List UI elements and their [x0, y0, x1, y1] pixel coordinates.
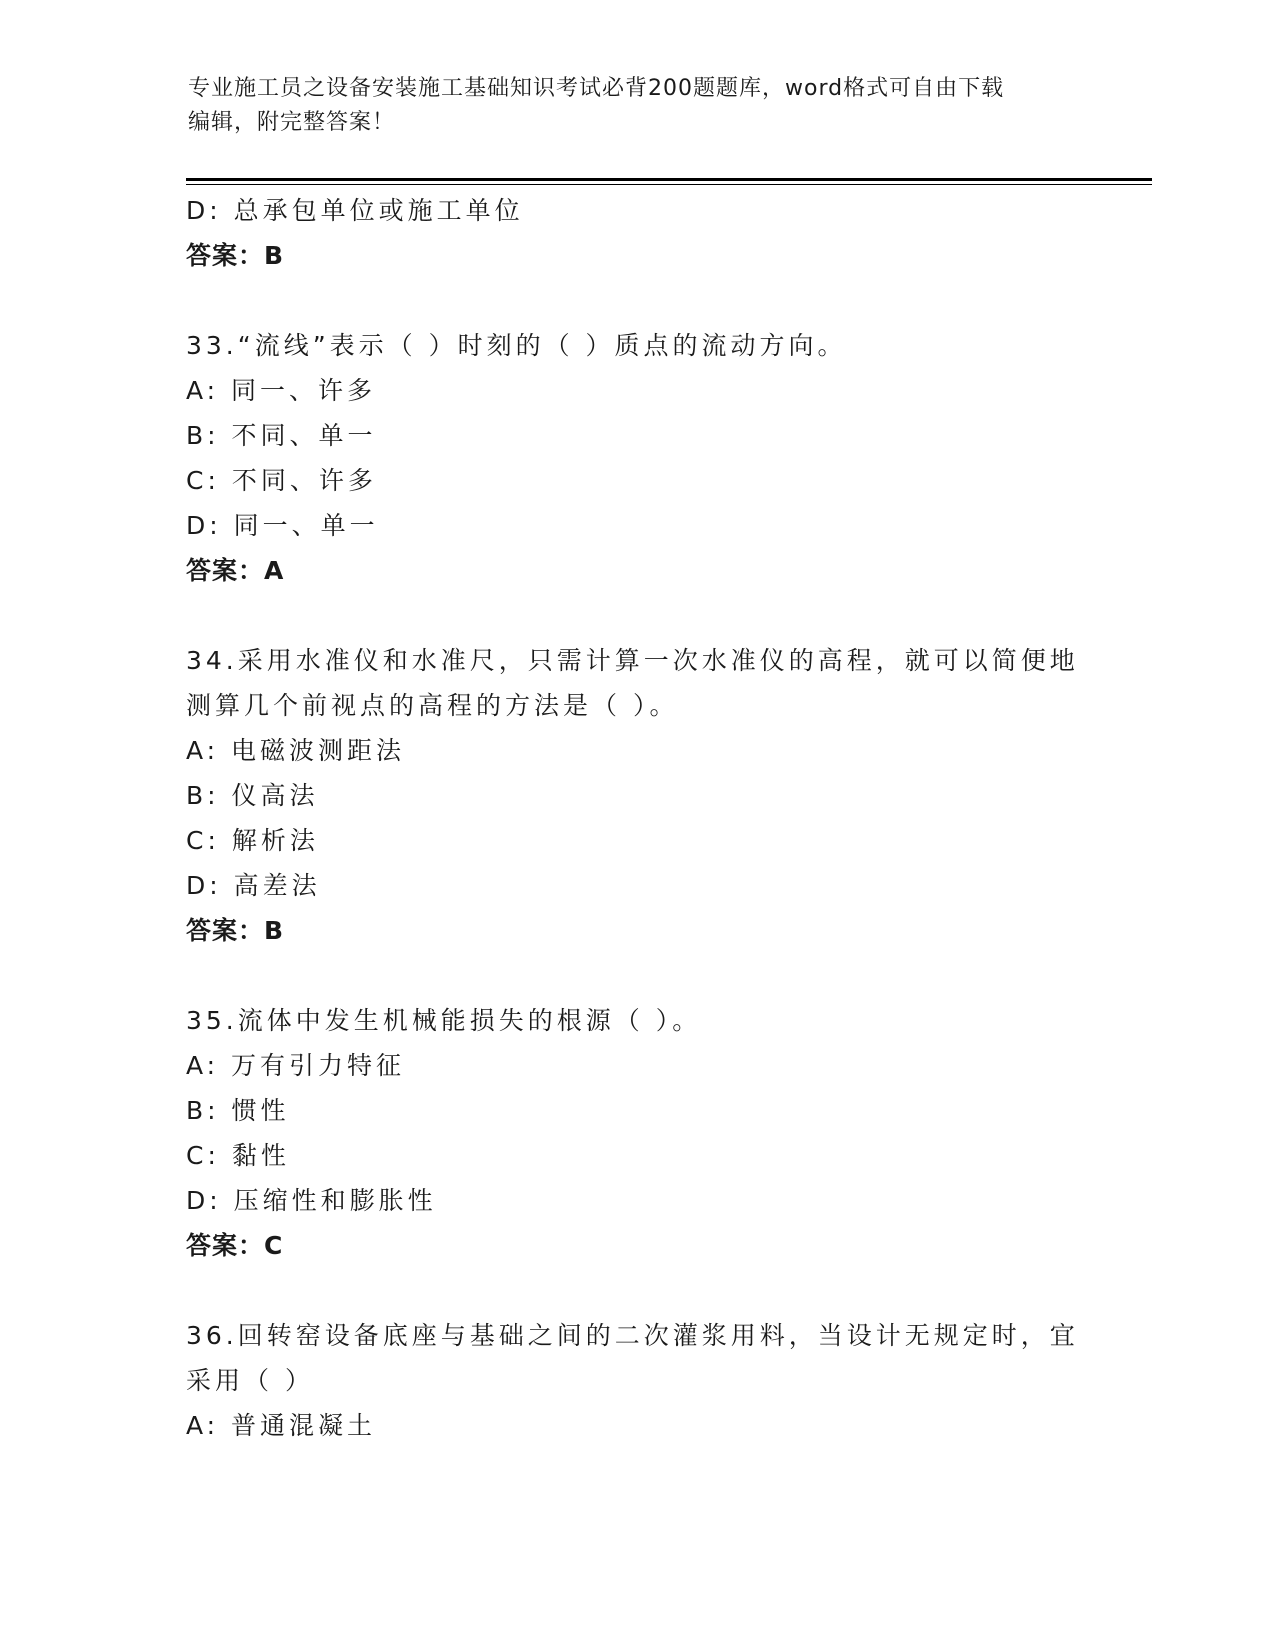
option-c: C: 解析法	[186, 826, 319, 855]
answer-label: 答案：B	[186, 916, 285, 945]
option-d: D: 高差法	[186, 871, 321, 900]
option-c: C: 黏性	[186, 1141, 290, 1170]
option-c: C: 不同、许多	[186, 466, 377, 495]
option-b: B: 惯性	[186, 1096, 290, 1125]
option-d: D: 同一、单一	[186, 511, 379, 540]
question-stem-line-2: 采用（ ）	[186, 1366, 314, 1395]
option-b: B: 不同、单一	[186, 421, 377, 450]
answer-label: 答案：B	[186, 241, 285, 270]
question-block-36	[186, 1313, 1086, 1448]
option-d: D: 压缩性和膨胀性	[186, 1186, 437, 1215]
option-a: A: 电磁波测距法	[186, 736, 406, 765]
document-header	[188, 72, 1088, 140]
option-d: D: 总承包单位或施工单位	[186, 196, 524, 225]
answer-label: 答案：C	[186, 1231, 284, 1260]
question-block-33	[186, 323, 1086, 593]
question-block-34	[186, 638, 1086, 953]
question-stem-line-1: 34.采用水准仪和水准尺，只需计算一次水准仪的高程，就可以简便地	[186, 646, 1079, 675]
question-stem: 35.流体中发生机械能损失的根源（ ）。	[186, 1006, 702, 1035]
option-a: A: 万有引力特征	[186, 1051, 406, 1080]
header-title-line-1: 专业施工员之设备安装施工基础知识考试必背200题题库，word格式可自由下载	[188, 76, 1005, 101]
spacer	[186, 1268, 1086, 1313]
header-divider-thin	[186, 184, 1152, 185]
header-divider-thick	[186, 178, 1152, 181]
spacer	[186, 278, 1086, 323]
option-a: A: 同一、许多	[186, 376, 377, 405]
option-b: B: 仪高法	[186, 781, 319, 810]
question-stem-line-1: 36.回转窑设备底座与基础之间的二次灌浆用料，当设计无规定时，宜	[186, 1321, 1079, 1350]
answer-label: 答案：A	[186, 556, 285, 585]
option-a: A: 普通混凝土	[186, 1411, 377, 1440]
spacer	[186, 593, 1086, 638]
question-block-35	[186, 998, 1086, 1268]
question-stem: 33.“流线”表示（ ）时刻的（ ）质点的流动方向。	[186, 331, 847, 360]
question-list	[186, 188, 1086, 1448]
question-block-32	[186, 188, 1086, 278]
spacer	[186, 953, 1086, 998]
header-title-line-2: 编辑，附完整答案！	[188, 110, 396, 135]
question-stem-line-2: 测算几个前视点的高程的方法是（ ）。	[186, 691, 679, 720]
